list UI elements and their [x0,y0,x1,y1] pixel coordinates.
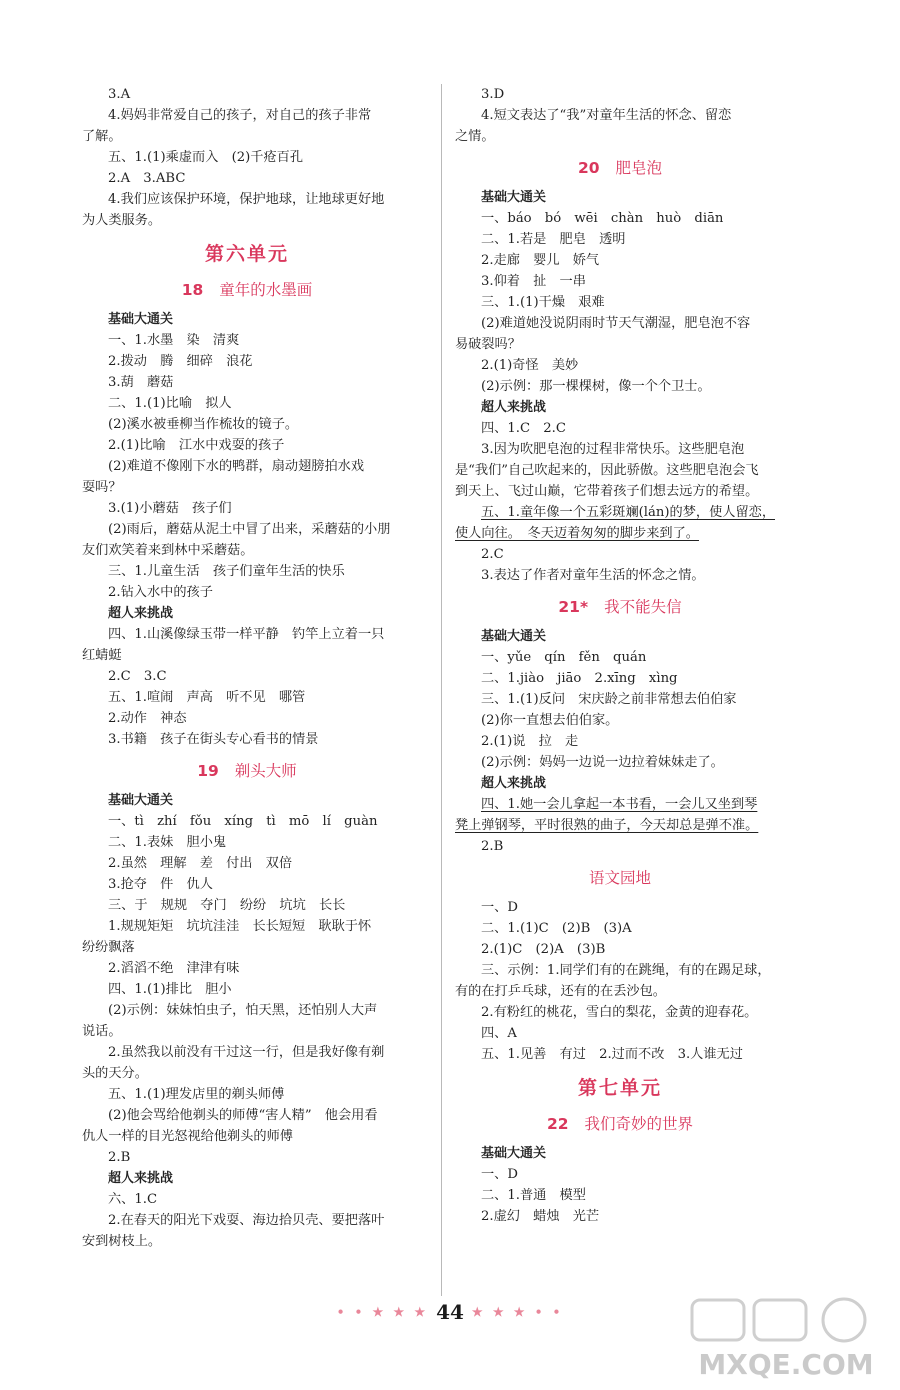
answer-line: 五、1.见善 有过 2.过而不改 3.人谁无过 [481,1047,743,1062]
answer-line: 二、1.(1)C (2)B (3)A [481,921,632,936]
answer-line: 了解。 [82,129,122,144]
answer-line: 2.(1)说 拉 走 [481,734,579,749]
answer-line: 四、1.C 2.C [481,421,566,436]
answer-line: 易破裂吗？ [455,337,521,352]
lesson-number: 21* [558,598,589,616]
left-column [82,84,412,1252]
answer-line: 安到树枝上。 [82,1234,162,1249]
column-divider [441,84,442,1296]
lesson-title: 我们奇妙的世界 [584,1115,694,1133]
answer-line: 2.(1)C (2)A (3)B [481,942,606,957]
answer-line: 2.B [108,1150,131,1165]
answer-line: 2.在春天的阳光下戏耍、海边拾贝壳、要把落叶 [108,1213,385,1228]
answer-line: (2)示例：妹妹怕虫子，怕天黑，还怕别人大声 [108,1003,378,1018]
answer-line: 3.(1)小蘑菇 孩子们 [108,501,232,516]
section-heading: 超人来挑战 [481,776,547,791]
answer-line: (2)难道她没说阴雨时节天气潮湿，肥皂泡不容 [481,316,751,331]
watermark-text: MXQE.COM [698,1348,874,1381]
section-heading: 基础大通关 [481,629,547,644]
answer-line: 四、1.山溪像绿玉带一样平静 钓竿上立着一只 [108,627,385,642]
answer-line: 1.规规矩矩 坑坑洼洼 长长短短 耿耿于怀 [108,919,372,934]
answer-line: 说话。 [82,1024,122,1039]
star-decoration-right: ★ ★ ★ • • [471,1305,564,1319]
answer-line: 四、A [481,1026,517,1041]
answer-line: 4.妈妈非常爱自己的孩子，对自己的孩子非常 [108,108,372,123]
answer-line: 2.拨动 腾 细碎 浪花 [108,354,253,369]
watermark-logo [686,1296,886,1382]
lesson-title: 童年的水墨画 [219,281,313,299]
answer-line: 三、于 规规 夺门 纷纷 坑坑 长长 [108,898,346,913]
answer-line: 友们欢笑着来到林中采蘑菇。 [82,543,254,558]
answer-line: 3.A [108,87,131,102]
answer-line: 二、1.普通 模型 [481,1188,586,1203]
answer-line: 四、1.她一会儿拿起一本书看，一会儿又坐到琴 [481,797,758,812]
answer-line: (2)示例：那一棵棵树，像一个个卫士。 [481,379,711,394]
answer-line: 3.书籍 孩子在街头专心看书的情景 [108,732,319,747]
answer-line: 之情。 [455,129,495,144]
answer-line: (2)示例：妈妈一边说一边拉着妹妹走了。 [481,755,724,770]
answer-line: 有的在打乒乓球，还有的在丢沙包。 [455,984,666,999]
answer-line: 一、tì zhí fǒu xíng tì mō lí guàn [108,814,378,829]
answer-line: 到天上、飞过山巅，它带着孩子们想去远方的希望。 [455,484,759,499]
answer-line: 2.A 3.ABC [108,171,186,186]
section-heading: 基础大通关 [108,312,174,327]
answer-line: 2.(1)奇怪 美妙 [481,358,579,373]
answer-line: (2)难道不像刚下水的鸭群，扇动翅膀拍水戏 [108,459,365,474]
answer-line: 一、1.水墨 染 清爽 [108,333,240,348]
answer-line: 头的天分。 [82,1066,148,1081]
answer-line: 仇人一样的目光怒视给他剃头的师傅 [82,1129,293,1144]
answer-line: 是“我们”自己吹起来的，因此骄傲。这些肥皂泡会飞 [455,463,759,478]
lesson-heading [455,157,785,179]
answer-line: 纷纷飘落 [82,940,135,955]
answer-line: 4.短文表达了“我”对童年生活的怀念、留恋 [481,108,732,123]
answer-line: 2.钻入水中的孩子 [108,585,213,600]
answer-line: 3.因为吹肥皂泡的过程非常快乐。这些肥皂泡 [481,442,745,457]
answer-line: 2.动作 神态 [108,711,187,726]
answer-line: (2)雨后，蘑菇从泥土中冒了出来，采蘑菇的小朋 [108,522,391,537]
star-decoration-left: • • ★ ★ ★ [336,1305,429,1319]
answer-line: 2.虚幻 蜡烛 光芒 [481,1209,600,1224]
answer-line: 三、示例：1.同学们有的在跳绳，有的在踢足球， [481,963,771,978]
answer-line: 四、1.(1)排比 胆小 [108,982,232,997]
section-heading: 超人来挑战 [108,606,174,621]
answer-line: 五、1.(1)理发店里的剃头师傅 [108,1087,285,1102]
lesson-heading [82,760,412,782]
answer-line: 一、D [481,900,518,915]
answer-line: 4.我们应该保护环境，保护地球，让地球更好地 [108,192,385,207]
answer-line: 五、1.童年像一个五彩斑斓(lán)的梦，使人留恋， [481,505,776,520]
answer-line: 六、1.C [108,1192,158,1207]
section-heading: 基础大通关 [108,793,174,808]
answer-line: 使人向往。 冬天迈着匆匆的脚步来到了。 [455,526,699,541]
lesson-heading: 语文园地 [588,869,651,887]
answer-line: 一、báo bó wēi chàn huò diān [481,211,724,226]
unit-heading: 第六单元 [204,243,289,265]
right-column [455,84,785,1227]
answer-line: 2.B [481,839,504,854]
answer-line: 2.C 3.C [108,669,167,684]
unit-heading: 第七单元 [577,1077,662,1099]
page-number: 44 [436,1300,464,1324]
answer-line: 2.有粉红的桃花，雪白的梨花，金黄的迎春花。 [481,1005,758,1020]
answer-line: 2.走廊 婴儿 娇气 [481,253,600,268]
answer-line: 三、1.儿童生活 孩子们童年生活的快乐 [108,564,345,579]
answer-line: 五、1.喧闹 声高 听不见 哪管 [108,690,306,705]
lesson-title: 剃头大师 [234,762,297,780]
answer-line: 3.仰着 扯 一串 [481,274,586,289]
lesson-title: 我不能失信 [604,598,682,616]
section-heading: 基础大通关 [481,1146,547,1161]
answer-line: 2.滔滔不绝 津津有味 [108,961,240,976]
lesson-number: 19 [197,762,219,780]
answer-line: 凳上弹钢琴，平时很熟的曲子，今天却总是弹不准。 [455,818,759,833]
answer-line: (2)他会骂给他剃头的师傅“害人精” 他会用看 [108,1108,378,1123]
lesson-number: 22 [546,1115,569,1133]
lesson-title: 肥皂泡 [615,159,663,177]
section-heading: 超人来挑战 [481,400,547,415]
answer-line: 三、1.(1)反问 宋庆龄之前非常想去伯伯家 [481,692,737,707]
lesson-heading [455,1113,785,1135]
answer-line: 三、1.(1)干燥 艰难 [481,295,605,310]
lesson-heading [82,279,412,301]
answer-line: 3.抢夺 件 仇人 [108,877,213,892]
answer-line: 2.虽然我以前没有干过这一行，但是我好像有剃 [108,1045,385,1060]
answer-line: 2.虽然 理解 差 付出 双倍 [108,856,293,871]
section-heading: 基础大通关 [481,190,547,205]
answer-line: 3.表达了作者对童年生活的怀念之情。 [481,568,705,583]
lesson-number: 18 [181,281,204,299]
answer-line: 二、1.若是 肥皂 透明 [481,232,626,247]
answer-line: 五、1.(1)乘虚而入 (2)千疮百孔 [108,150,304,165]
answer-line: 2.(1)比喻 江水中戏耍的孩子 [108,438,285,453]
answer-line: 红蜻蜓 [82,648,122,663]
answer-line: (2)溪水被垂柳当作梳妆的镜子。 [108,417,299,432]
answer-line: 二、1.表妹 胆小鬼 [108,835,227,850]
answer-line: 为人类服务。 [82,213,162,228]
answer-line: 一、yǔe qín fěn quán [481,650,647,665]
answer-line: 3.葫 蘑菇 [108,375,174,390]
lesson-heading [455,596,785,618]
answer-line: 2.C [481,547,504,562]
answer-line: 一、D [481,1167,518,1182]
answer-line: 二、1.(1)比喻 拟人 [108,396,232,411]
section-heading: 超人来挑战 [108,1171,174,1186]
answer-line: (2)你一直想去伯伯家。 [481,713,619,728]
answer-line: 二、1.jiào jiāo 2.xīng xìng [481,671,678,686]
answer-line: 3.D [481,87,505,102]
lesson-number: 20 [577,159,600,177]
answer-line: 耍吗？ [82,480,122,495]
